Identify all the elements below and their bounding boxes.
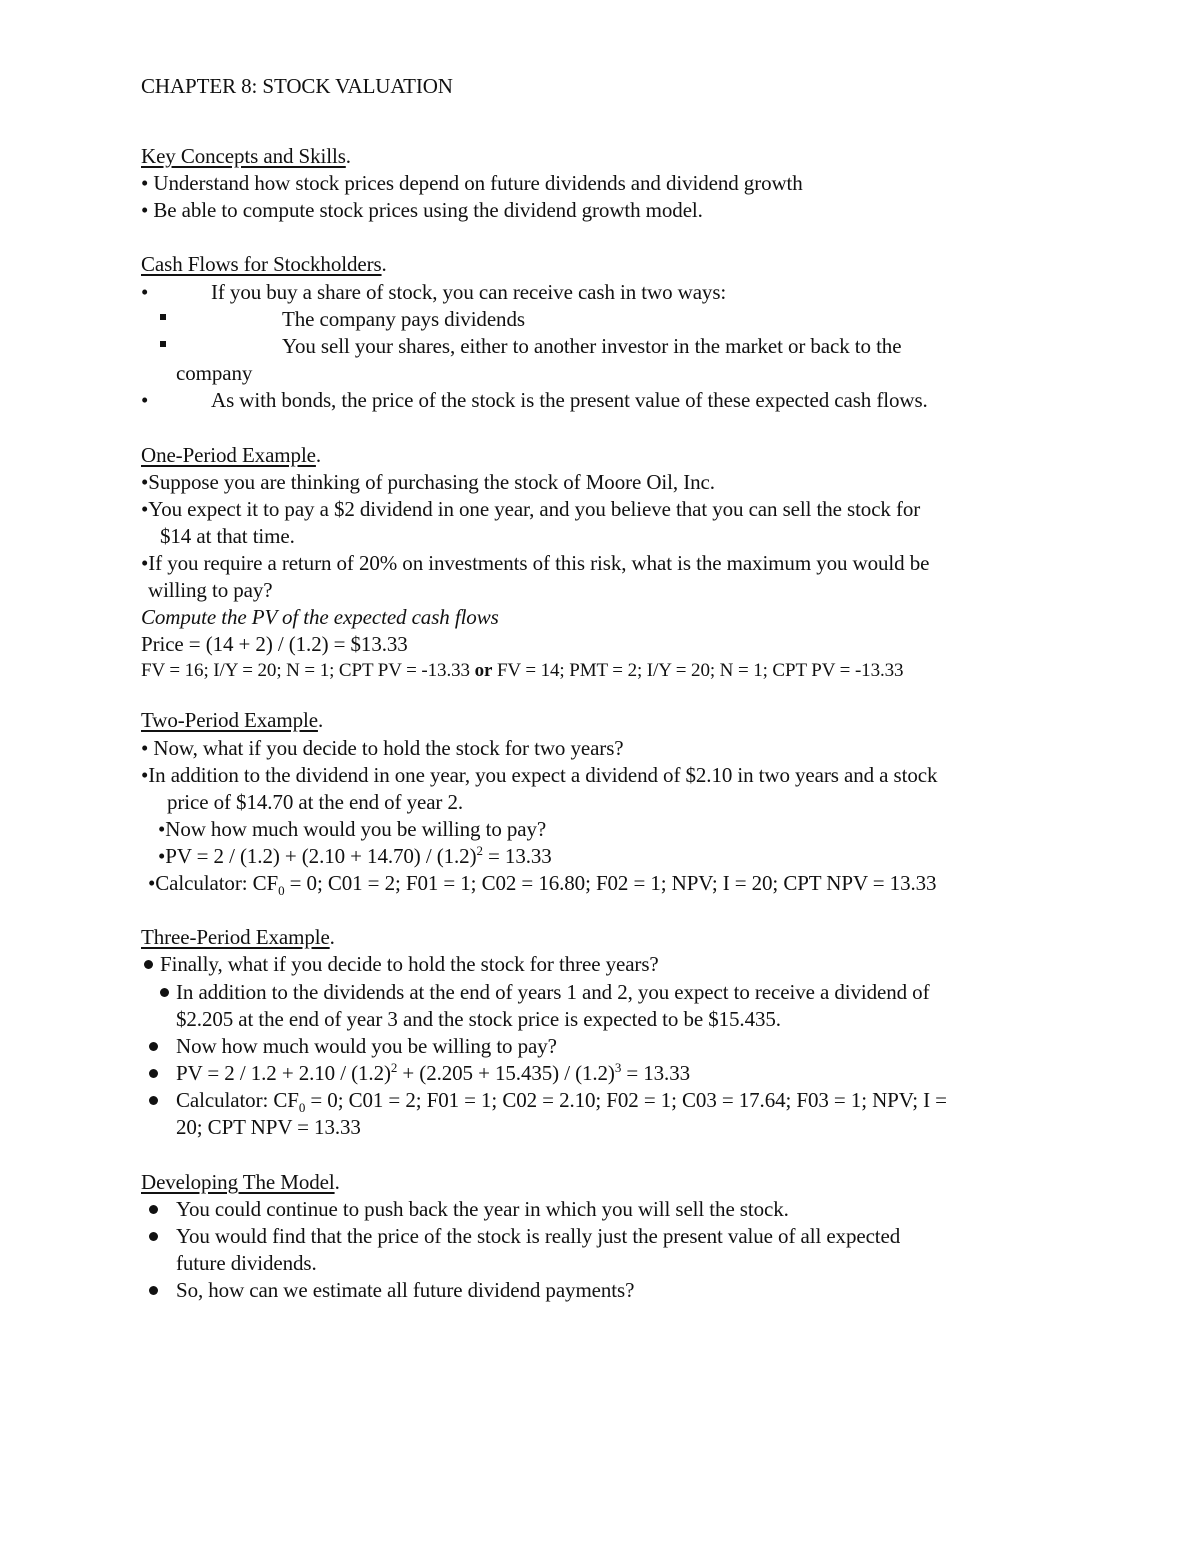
bullet-icon (149, 1205, 158, 1214)
list-item: •If you require a return of 20% on investments of this risk, what is the maximum you would be (141, 551, 930, 575)
subscript: 0 (298, 1100, 306, 1116)
bullet-icon (149, 1286, 158, 1295)
bullet-icon: • (141, 388, 149, 412)
bullet-icon (144, 960, 153, 969)
list-item: You would find that the price of the stock is really just the present value of all expected (176, 1224, 901, 1248)
calculator-steps (141, 659, 903, 683)
formula-text: + (2.205 + 15.435) / (1.2) (397, 1061, 615, 1085)
heading-text: Two-Period Example (141, 708, 318, 732)
list-item: • Now, what if you decide to hold the stock for two years? (141, 736, 624, 760)
bullet-icon (149, 1096, 158, 1105)
bullet-icon: • (141, 280, 149, 304)
list-item: • Understand how stock prices depend on future dividends and dividend growth (141, 171, 803, 195)
list-item-continued: price of $14.70 at the end of year 2. (167, 790, 464, 814)
price-formula: Price = (14 + 2) / (1.2) = $13.33 (141, 632, 408, 656)
calc-text: Calculator: CF (176, 1088, 299, 1112)
list-item: Finally, what if you decide to hold the stock for three years? (160, 952, 659, 976)
calculator-steps-continued: 20; CPT NPV = 13.33 (176, 1115, 361, 1139)
list-item-continued: future dividends. (176, 1251, 317, 1275)
section-heading-developing-model: Developing The Model. (141, 1170, 340, 1194)
formula-text: = 13.33 (482, 844, 552, 868)
list-item: Now how much would you be willing to pay? (176, 1034, 557, 1058)
square-bullet-icon (160, 314, 166, 320)
list-item-continued: $14 at that time. (160, 524, 295, 548)
calc-text: FV = 14; PMT = 2; I/Y = 20; N = 1; CPT PV = -13.33 (492, 660, 904, 681)
section-heading-one-period: One-Period Example. (141, 443, 322, 467)
pv-formula (176, 1061, 690, 1085)
heading-text: One-Period Example (141, 443, 316, 467)
list-item: As with bonds, the price of the stock is the present value of these expected cash flows. (211, 388, 928, 412)
calc-text: FV = 16; I/Y = 20; N = 1; CPT PV = -13.33 (141, 660, 475, 681)
formula-text: = 13.33 (621, 1061, 691, 1085)
sub-list-item: The company pays dividends (282, 307, 525, 331)
calculator-steps (148, 871, 937, 899)
page-title: CHAPTER 8: STOCK VALUATION (141, 74, 453, 98)
calc-text: = 0; C01 = 2; F01 = 1; C02 = 2.10; F02 = 1; C03 = 17.64; F03 = 1; NPV; I = (305, 1088, 947, 1112)
bullet-icon (149, 1232, 158, 1241)
exponent: 3 (614, 1060, 622, 1075)
pv-formula (158, 844, 552, 868)
list-item: •In addition to the dividend in one year, you expect a dividend of $2.10 in two years and a stock (141, 763, 938, 787)
exponent: 2 (390, 1060, 398, 1075)
calc-text: •Calculator: CF (148, 871, 279, 895)
list-item-continued: willing to pay? (148, 578, 273, 602)
heading-text: Developing The Model (141, 1170, 335, 1194)
list-item: •Now how much would you be willing to pay? (158, 817, 547, 841)
formula-text: •PV = 2 / (1.2) + (2.10 + 14.70) / (1.2) (158, 844, 477, 868)
section-heading-two-period: Two-Period Example. (141, 708, 324, 732)
bullet-icon (160, 988, 169, 997)
list-item: •You expect it to pay a $2 dividend in one year, and you believe that you can sell the stock for (141, 497, 921, 521)
heading-text: Key Concepts and Skills (141, 144, 346, 168)
section-heading-cash-flows: Cash Flows for Stockholders. (141, 252, 387, 276)
section-heading-three-period: Three-Period Example. (141, 925, 335, 949)
heading-text: Cash Flows for Stockholders (141, 252, 382, 276)
list-item-continued: $2.205 at the end of year 3 and the stock price is expected to be $15.435. (176, 1007, 781, 1031)
list-item: If you buy a share of stock, you can receive cash in two ways: (211, 280, 727, 304)
subscript: 0 (278, 883, 285, 899)
bullet-icon (149, 1069, 158, 1078)
calculator-steps (176, 1088, 947, 1116)
square-bullet-icon (160, 341, 166, 347)
sub-list-item-continued: company (176, 361, 253, 385)
compute-instruction: Compute the PV of the expected cash flows (141, 605, 499, 629)
calc-text: = 0; C01 = 2; F01 = 1; C02 = 16.80; F02 = 1; NPV; I = 20; CPT NPV = 13.33 (284, 871, 937, 895)
heading-text: Three-Period Example (141, 925, 330, 949)
list-item: You could continue to push back the year in which you will sell the stock. (176, 1197, 789, 1221)
list-item: In addition to the dividends at the end of years 1 and 2, you expect to receive a dividend of (176, 980, 930, 1004)
sub-list-item: You sell your shares, either to another investor in the market or back to the (282, 334, 902, 358)
or-text: or (474, 660, 493, 681)
exponent: 2 (476, 843, 483, 858)
formula-text: PV = 2 / 1.2 + 2.10 / (1.2) (176, 1061, 391, 1085)
section-heading-key-concepts: Key Concepts and Skills. (141, 144, 351, 168)
list-item: •Suppose you are thinking of purchasing the stock of Moore Oil, Inc. (141, 470, 715, 494)
list-item: So, how can we estimate all future dividend payments? (176, 1278, 635, 1302)
list-item: • Be able to compute stock prices using the dividend growth model. (141, 198, 703, 222)
bullet-icon (149, 1042, 158, 1051)
